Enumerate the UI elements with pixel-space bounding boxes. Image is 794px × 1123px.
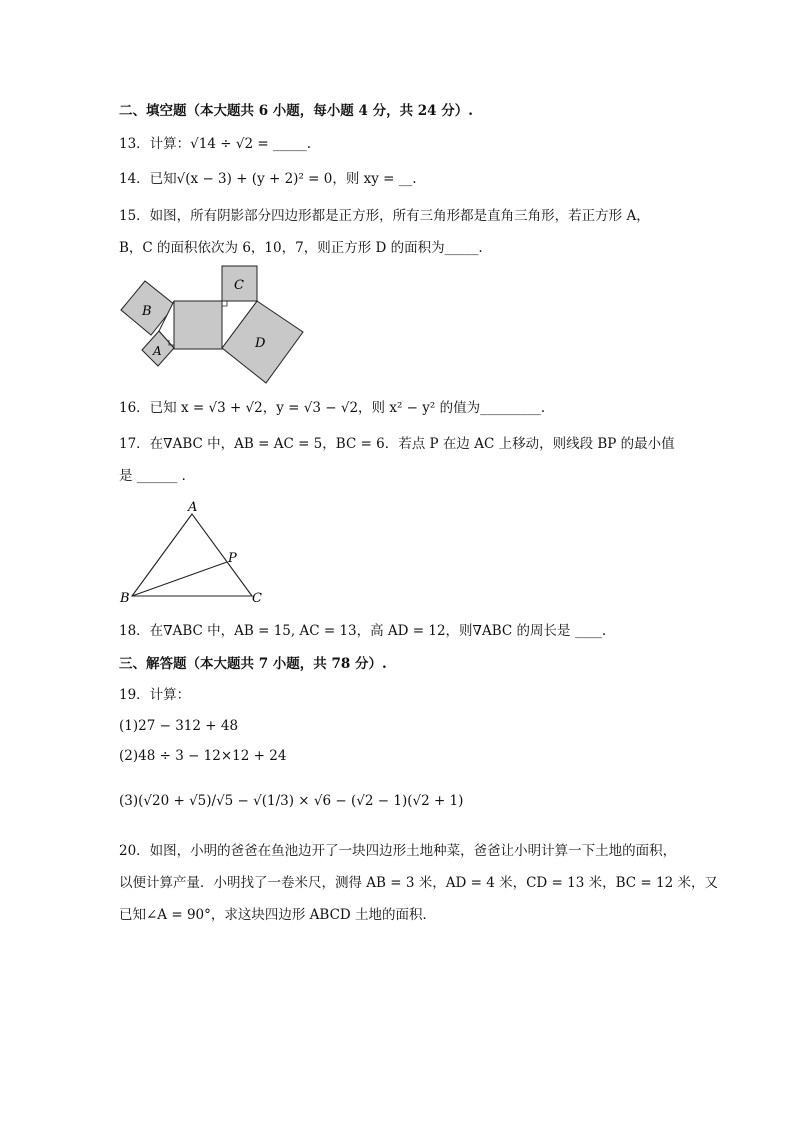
label-p: P xyxy=(228,551,237,566)
label-a: A xyxy=(153,344,162,358)
question-19-title: 19．计算： xyxy=(119,687,191,703)
label-d: D xyxy=(255,336,266,351)
segment-bp xyxy=(132,562,227,596)
triangle-figure xyxy=(115,500,270,608)
label-b: B xyxy=(142,304,152,319)
question-15-line-1: 15．如图，所有阴影部分四边形都是正方形，所有三角形都是直角三角形，若正方形 A， xyxy=(119,208,650,224)
question-20-line-3: 已知∠A = 90°，求这块四边形 ABCD 土地的面积． xyxy=(119,907,437,923)
question-20-line-2: 以便计算产量．小明找了一卷米尺，测得 AB = 3 米，AD = 4 米，CD = 13 米，BC = 12 米，又 xyxy=(119,875,718,891)
label-a: A xyxy=(188,500,198,515)
question-13: 13．计算：√14 ÷ √2 = _____. xyxy=(119,136,311,152)
question-17-line-2: 是 ______ ． xyxy=(119,468,196,484)
label-c: C xyxy=(234,278,244,293)
question-19-part-3: (3)(√20 + √5)/√5 − √(1/3) × √6 − (√2 − 1)(√2 + 1) xyxy=(119,793,464,809)
section-3-heading: 三、解答题（本大题共 7 小题，共 78 分）. xyxy=(119,656,387,672)
question-20-line-1: 20．如图，小明的爸爸在鱼池边开了一块四边形土地种菜，爸爸让小明计算一下土地的面积， xyxy=(119,843,677,859)
label-c: C xyxy=(252,591,262,606)
question-14: 14．已知√(x − 3) + (y + 2)² = 0，则 xy = __. xyxy=(119,171,417,187)
section-2-heading: 二、填空题（本大题共 6 小题，每小题 4 分，共 24 分）. xyxy=(119,103,473,119)
question-19-part-2: (2)48 ÷ 3 − 12×12 + 24 xyxy=(119,748,287,764)
label-b: B xyxy=(120,591,130,606)
question-19-part-1: (1)27 − 312 + 48 xyxy=(119,718,239,734)
question-18: 18．在∇ABC 中，AB = 15, AC = 13，高 AD = 12，则∇ABC 的周长是 ____. xyxy=(119,623,607,639)
center-square xyxy=(174,301,222,349)
question-16: 16．已知 x = √3 + √2，y = √3 − √2，则 x² − y² 的值为_________. xyxy=(119,400,546,416)
squares-figure xyxy=(118,264,308,388)
question-17-line-1: 17．在∇ABC 中，AB = AC = 5，BC = 6．若点 P 在边 AC 上移动，则线段 BP 的最小值 xyxy=(119,436,675,452)
question-15-line-2: B，C 的面积依次为 6，10，7，则正方形 D 的面积为_____. xyxy=(119,240,483,256)
